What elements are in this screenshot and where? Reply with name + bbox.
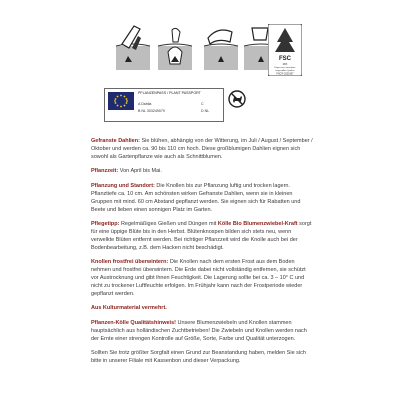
fsc-line-3: tungsvollen Quellen [275, 70, 295, 72]
paragraph-title: Pflanzen-Kölle Qualitätshinweis! [91, 319, 176, 326]
passport-a: A Dahlia [138, 102, 152, 106]
eu-flag-icon [108, 92, 134, 110]
product-name: Kölle Bio Blumenzwiebel-Kraft [217, 221, 298, 228]
paragraph [91, 168, 313, 176]
paragraph-text: Die Knollen bis zur Pflanzung luftig und trocken lagern. Pflanztiefe ca. 10 cm. Am schönsten wirken Gefranste Dahlien, wenn sie in kleinen Gruppen mit mind. 60 cm Abstand gepflanzt werden. Sie eignen sich für Rabatten und Beete und lieben einen sonnigen Platz im Garten. [91, 182, 301, 213]
paragraph [91, 305, 313, 313]
fsc-line-4: FSC® C021937 [276, 72, 294, 76]
passport-d: D NL [201, 109, 210, 113]
paragraph [91, 320, 313, 344]
fsc-label: FSC [279, 56, 291, 62]
fsc-logo-icon [268, 24, 302, 76]
plant-passport [104, 88, 224, 122]
paragraph-text: Von April bis Mai. [119, 168, 162, 175]
hand-planting-icon [114, 22, 152, 72]
paragraph-title: Pflanzung und Standort: [91, 182, 155, 189]
care-instructions [91, 138, 313, 373]
planting-instructions [114, 22, 294, 78]
paragraph [91, 259, 313, 299]
paragraph-text: Die Knollen nach dem ersten Frost aus dem Boden nehmen und frostfrei überwintern. Die Erde dabei nicht vollständig entfernen, sie schützt vor Austrocknung und gibt ihnen Feuchtigkeit. Die Lagerung sollte bei ca. 3 – 10° C und nicht zu trockener Luftfeuchte erfolgen. Im Frühjahr kann nach der Frostperiode wieder gepflanzt werden. [91, 259, 306, 297]
paragraph [91, 221, 313, 253]
paragraph-text: sorgt für eine üppige Blüte bis in den Herbst. Blütenknospen bilden sich stets neu, wenn verwelkte Blüten entfernt werden. Bei richtiger Pflanzzeit wird die Knolle auch bei der Bodenbearbeitung, z.B. dem Hacken nicht beschädigt. [91, 221, 312, 251]
paragraph-text: Sollten Sie trotz größter Sorgfalt einen Grund zur Beanstandung haben, melden Sie sich bitte in unserer Filiale mit Kassenbon und dieser Verpackung. [91, 350, 306, 365]
soil-cover-icon [202, 22, 240, 72]
paragraph [91, 138, 313, 162]
paragraph-text: Regelmäßiges Gießen und Düngen mit [120, 221, 217, 228]
fsc-line-1: MIX [282, 63, 288, 66]
paragraph [91, 183, 313, 215]
paragraph-text: Sie blühen, abhängig von der Witterung, im Juli / August / September / Oktober und werden ca. 90 bis 110 cm hoch. Diese großblumigen Dahlien eignen sich sowohl als Gartenpflanze wie auch als Schnittblumen. [91, 138, 313, 160]
paragraph-title: Gefranste Dahlien: [91, 138, 140, 144]
paragraph [91, 350, 313, 366]
passport-b: B NL 303249079 [138, 109, 165, 113]
paragraph-title: Pflegetipp: [91, 221, 120, 228]
bulb-in-hole-icon [156, 22, 194, 72]
no-dog-icon [228, 90, 246, 108]
paragraph-text: Unsere Blumenzwiebeln und Knollen stammen hauptsächlich aus holländischen Zuchtbetrieben! Die Zwiebeln und Knollen werden nach der Ernte einer strengen Kontrolle auf Größe, Sorte, Farbe und Qualität unterzogen. [91, 319, 307, 342]
fsc-line-2: Papier aus verantwor- [274, 67, 296, 69]
paragraph-title: Knollen frostfrei überwintern: [91, 259, 169, 266]
passport-c: C [201, 102, 204, 106]
paragraph-title: Pflanzzeit: [91, 168, 119, 175]
paragraph-title: Aus Kulturmaterial vermehrt. [91, 305, 167, 312]
passport-header: PFLANZENPASS / PLANT PASSPORT [138, 91, 201, 95]
